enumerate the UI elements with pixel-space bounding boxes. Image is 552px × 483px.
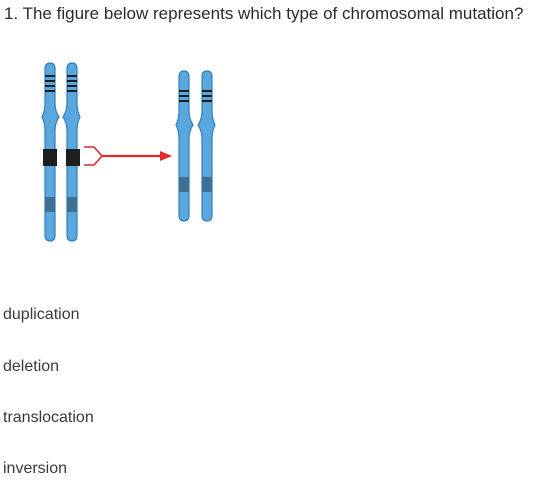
mutated-chromosome bbox=[176, 71, 215, 221]
mutated-right-chromatid bbox=[198, 71, 215, 221]
original-gray-band bbox=[45, 197, 77, 212]
mutated-top-bands bbox=[179, 90, 212, 102]
option-deletion[interactable]: deletion bbox=[3, 358, 60, 375]
chromosome-deletion-figure bbox=[0, 55, 260, 250]
mutated-gray-band bbox=[179, 177, 212, 192]
question-text: 1. The figure below represents which type of chromosomal mutation? bbox=[4, 4, 524, 23]
mutated-left-chromatid bbox=[176, 71, 193, 221]
deletion-arrow bbox=[84, 147, 172, 165]
option-duplication[interactable]: duplication bbox=[3, 306, 80, 323]
option-translocation[interactable]: translocation bbox=[3, 409, 94, 426]
option-inversion[interactable]: inversion bbox=[3, 460, 68, 477]
original-deleted-segment bbox=[43, 149, 80, 166]
original-chromosome bbox=[42, 63, 80, 241]
